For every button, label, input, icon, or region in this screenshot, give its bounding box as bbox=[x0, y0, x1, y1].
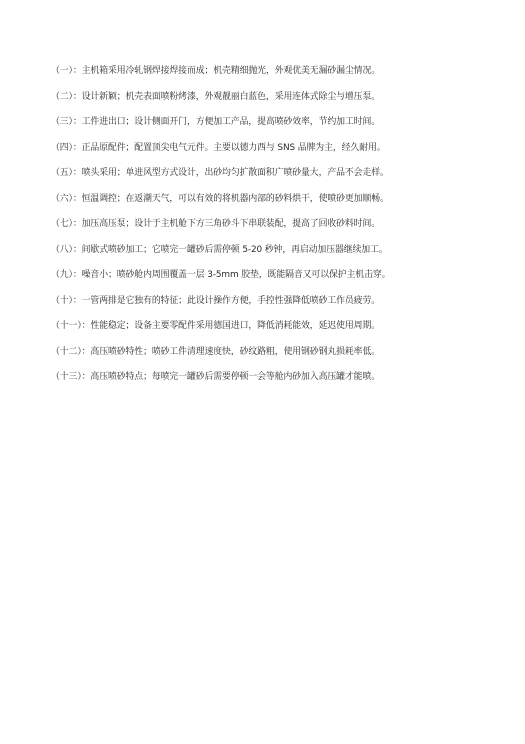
feature-item-9: （九）：噪音小；喷砂舱内周围覆盖一层 3-5mm 胶垫，既能隔音又可以保护主机击穿。 bbox=[51, 270, 391, 280]
feature-item-5: （五）：喷头采用；单进风型方式设计，出砂均匀扩散面积广喷砂量大，产品不会走样。 bbox=[51, 168, 389, 178]
feature-item-8: （八）：间歇式喷砂加工；它喷完一罐砂后需停顿 5-20 秒钟，再启动加压器继续加工。 bbox=[51, 244, 388, 255]
feature-item-3: （三）：工件进出口；设计侧面开门，方便加工产品，提高喷砂效率，节约加工时间。 bbox=[51, 117, 381, 127]
feature-item-7: （七）：加压高压泵；设计于主机舱下方三角砂斗下串联装配，提高了回收砂料时间。 bbox=[51, 219, 381, 229]
feature-item-4: （四）：正品原配件；配置顶尖电气元件。主要以德力西与 SNS 品牌为主，经久耐用。 bbox=[51, 142, 386, 153]
feature-list bbox=[51, 64, 491, 396]
feature-item-2: （二）：设计新颖；机壳表面喷粉烤漆，外观靓丽白蓝色，采用连体式除尘与增压泵。 bbox=[51, 91, 381, 102]
feature-item-1: （一）：主机箱采用冷轧钢焊接焊接而成；机壳精细抛光，外观优美无漏砂漏尘情况。 bbox=[51, 66, 381, 76]
feature-item-11: （十一）：性能稳定；设备主要零配件采用德国进口，降低消耗能效，延迟使用周期。 bbox=[51, 321, 381, 331]
feature-item-13: （十三）：高压喷砂特点；每喷完一罐砂后需要停顿一会等舱内砂加入高压罐才能喷。 bbox=[51, 372, 381, 382]
feature-item-12: （十二）：高压喷砂特性；喷砂工件清理速度快，砂纹路粗，使用钢砂钢丸损耗率低。 bbox=[51, 346, 381, 357]
feature-item-6: （六）：恒温调控；在返潮天气，可以有效的将机器内部的砂料烘干，使喷砂更加顺畅。 bbox=[51, 193, 389, 204]
feature-item-10: （十）：一管两排是它独有的特征；此设计操作方便，手控性强降低喷砂工作员疲劳。 bbox=[51, 295, 381, 306]
